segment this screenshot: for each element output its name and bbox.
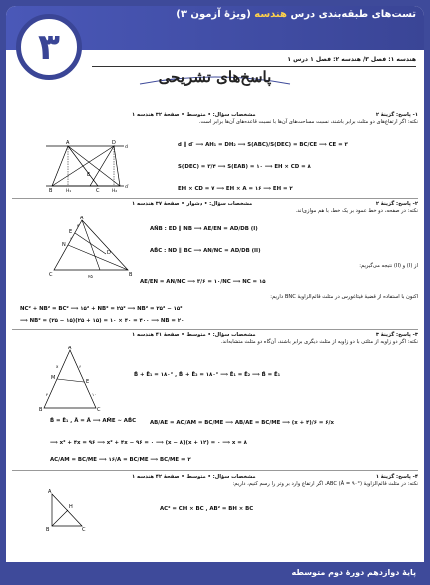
fig2-label-25: ۲۵: [88, 275, 93, 280]
divider: [12, 329, 418, 330]
answer-4-heading: ۴- پاسخ: گزینهٔ ۱: [375, 474, 418, 480]
answer-2-eq-6: NC² + NB² = BC² ⟹ ۱۵² + NB² = ۲۵² ⟹ NB² = ۲۵² − ۱۵²: [20, 306, 183, 312]
fig1-label-B: B: [49, 188, 53, 194]
fig2-label-N: N: [62, 242, 66, 248]
fig2-label-A: A: [80, 216, 84, 221]
fig3-label-6: ۶: [79, 364, 82, 369]
answer-2-pythag-intro: [12, 294, 418, 301]
answer-3-eq-4: ⟹ x² + ۴x = ۹۶ ⟹ x² + ۴x − ۹۶ = ۰ ⟹ (x − ۸)(x + ۱۲) = ۰ ⟹ x = ۸: [50, 440, 247, 446]
chapter-number-badge: ۳: [16, 14, 82, 80]
fig4-label-C: C: [82, 527, 86, 532]
answer-1-eq-2: S(DEC) = ۳/۴ ⟹ S(EAB) = ۱۰ ⟹ EH × CD = ۸: [178, 164, 311, 170]
answer-1-spec: مشخصات سؤال: • متوسط • صفحهٔ ۳۲ هندسه ۱: [132, 112, 256, 118]
fig1-label-d-prime: d′: [125, 185, 129, 190]
answer-3-eq-3: AB/AE = AC/AM = BC/ME ⟹ AB/AE = BC/ME ⟹ (x + ۴)/۶ = ۶/x: [150, 420, 335, 426]
figure-2-triangle: [44, 216, 140, 280]
title-suffix: (ویژهٔ آزمون ۳): [176, 9, 251, 20]
answer-1-note: نکته: اگر ارتفاع‌های دو مثلث برابر باشند، نسبت مساحت‌های آن‌ها با نسبت قاعده‌های آن‌ها برابر است.: [198, 119, 418, 125]
fig2-label-6: ۶: [70, 236, 73, 241]
fig3-label-x: x: [56, 364, 59, 369]
fig2-label-E: E: [69, 229, 73, 235]
fig1-label-D: D: [112, 140, 116, 146]
figure-4-right-triangle: [44, 488, 88, 532]
answer-2-heading: ۲- پاسخ: گزینهٔ ۲: [375, 201, 418, 207]
fig3-label-A: A: [68, 346, 72, 351]
answer-3-spec: مشخصات سؤال: • متوسط • صفحهٔ ۴۱ هندسه ۱: [132, 332, 256, 338]
fig3-label-10: ۱۰: [92, 392, 97, 397]
fig4-label-A: A: [48, 489, 52, 495]
answer-3-eq-5: AC/AM = BC/ME ⟹ ۱۶/A = BC/ME ⟹ BC/ME = ۲: [50, 457, 191, 463]
answer-2-eq-3: از (I) و (II) نتیجه می‌گیریم:: [359, 263, 418, 269]
breadcrumb: هندسه ۱: فصل ۳/ هندسه ۲: فصل ۱ درس ۱: [287, 56, 416, 63]
fig4-label-H: H: [69, 504, 73, 510]
fig3-label-4: ۴: [46, 392, 49, 397]
fig1-label-H1: H₁: [66, 189, 72, 194]
answer-2-eq-4: AE/EN = AN/NC ⟹ ۳/۶ = ۱۰/NC ⟹ NC = ۱۵: [140, 279, 266, 285]
fig1-label-d: d: [125, 145, 128, 150]
fig2-label-3: ۳: [77, 223, 80, 228]
banner-title: پاسخ‌های تشریحی: [158, 68, 272, 86]
answer-4-spec: مشخصات سؤال: • متوسط • صفحهٔ ۴۲ هندسه ۱: [132, 474, 256, 480]
fig4-label-B: B: [46, 527, 50, 532]
fig3-label-C: C: [97, 407, 101, 412]
fig1-label-H2: H₂: [112, 189, 118, 194]
divider: [12, 470, 418, 471]
answer-4-eq-1: AC² = CH × BC , AB² = BH × BC: [160, 506, 254, 512]
fig2-label-C: C: [49, 272, 53, 278]
title-subject: هندسه: [254, 9, 287, 20]
answer-2-eq-2: AB̂C : ND ∥ BC ⟹ AN/NC = AD/DB (II): [150, 248, 261, 254]
fig1-label-E: E: [87, 172, 91, 178]
answer-2: [12, 201, 418, 215]
figure-3-triangle: [36, 346, 104, 412]
answers-banner: [130, 66, 300, 88]
fig3-label-M: M: [51, 375, 56, 381]
fig1-label-A: A: [66, 140, 70, 146]
fig1-label-C: C: [96, 188, 100, 194]
answer-1-eq-3: EH × CD = ۷ ⟹ EH × A = ۱۶ ⟹ EH = ۲: [178, 186, 293, 192]
answer-1: [12, 112, 418, 126]
answer-2-conclusion: [12, 263, 418, 270]
answer-2-eq-5: اکنون با استفاده از قضیهٔ فیثاغورس در مثلث قائم‌الزاویهٔ BNC داریم:: [270, 294, 418, 300]
fig2-label-B: B: [129, 272, 133, 278]
page-title: [176, 9, 416, 20]
answer-2-eq-7: ⟹ NB² = (۲۵ − ۱۵)(۲۵ + ۱۵) = ۱۰ × ۴۰ = ۴۰۰ ⟹ NB = ۲۰: [20, 318, 185, 324]
answer-3-eq-2: B̂ = Ê₁ , Â = Â ⟹ AM̂E ∼ AB̂C: [50, 418, 137, 424]
answer-3: [12, 332, 418, 346]
figure-1-trapezoid: [40, 138, 130, 194]
title-prefix: تست‌های طبقه‌بندی درس: [290, 9, 416, 20]
answer-2-spec: مشخصات سؤال: • دشوار • صفحهٔ ۳۷ هندسه ۱: [132, 201, 253, 207]
answer-3-eq-1: B̂ + Ê₁ = ۱۸۰° , B̂ + Ê₂ = ۱۸۰° ⟹ Ê₁ = Ê₂ ⟹ B̂ = Ê₁: [134, 372, 281, 378]
footer-label: پایهٔ دوازدهم دورهٔ دوم متوسطه: [291, 568, 416, 577]
answer-1-eq-1: d ∥ d′ ⟹ AH₁ = DH₂ ⟹ S(ABC)/S(DEC) = BC/CE ⟹ CE = ۳: [178, 142, 348, 148]
fig3-label-E: E: [86, 379, 90, 385]
answer-2-eq-1: AN̂B : ED ∥ NB ⟹ AE/EN = AD/DB (I): [150, 226, 258, 232]
answer-2-note: نکته: در صفحه، دو خط عمود بر یک خط، با هم موازی‌اند.: [295, 208, 418, 214]
answer-3-heading: ۳- پاسخ: گزینهٔ ۳: [375, 332, 418, 338]
divider: [12, 198, 418, 199]
answer-4: [12, 474, 418, 488]
fig3-label-B: B: [39, 407, 43, 412]
answer-3-note: نکته: اگر دو زاویه از مثلثی با دو زاویه از مثلث دیگری برابر باشند، آن‌گاه دو مثلث متشابه‌اند.: [220, 339, 418, 345]
answer-4-note: نکته: در مثلث قائم‌الزاویهٔ ABC (Â = ۹۰°)، اگر ارتفاع وارد بر وتر را رسم کنیم، داریم:: [232, 481, 418, 487]
answer-1-heading: ۱- پاسخ: گزینهٔ ۲: [375, 112, 418, 118]
fig2-label-D: D: [107, 250, 111, 256]
